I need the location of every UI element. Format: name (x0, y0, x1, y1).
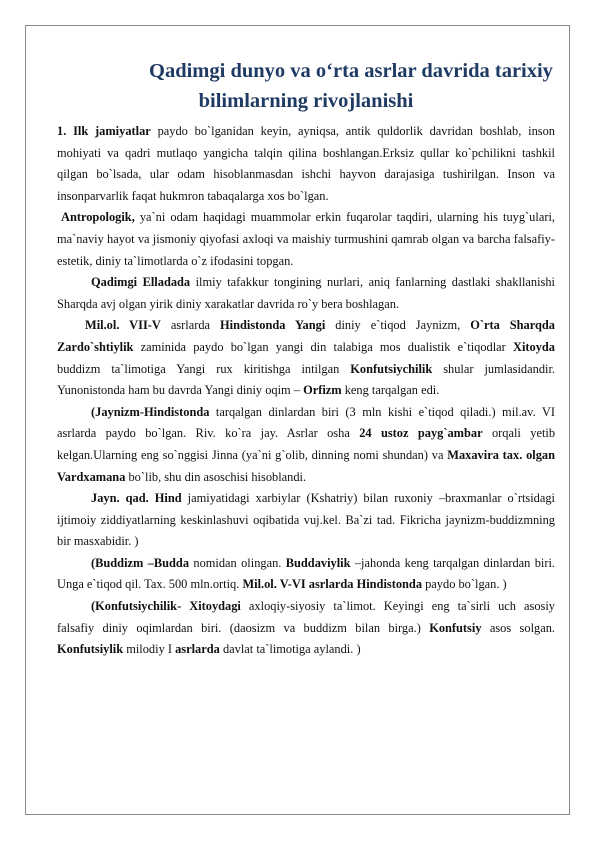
document-body (57, 56, 555, 661)
paragraph-text: keng tarqalgan edi. (341, 383, 440, 398)
paragraph-text: orqali yetib kelgan.Ularning eng so`nggisi Jinna (ya`ni g`olib, dinning nomi shundan) va (57, 426, 556, 462)
title-line-2: bilimlarning rivojlanishi (198, 90, 414, 112)
paragraph-jayn-qad-hind (57, 488, 555, 553)
paragraph-text: asrlarda (160, 318, 221, 333)
paragraph-text: ilmiy tafakkur tongining nurlari, aniq fanlarning dastlaki shakllanishi Sharqda avj olgan yirik diniy xarakatlar davrida ro`y bera boshlagan. (57, 275, 555, 311)
paragraph-text: milodiy I (123, 642, 176, 657)
paragraph-text: davlat ta`limotiga aylandi. ) (219, 642, 361, 657)
paragraph-antropologik (57, 207, 555, 272)
document-title (57, 56, 555, 116)
bold-term: (Konfutsiychilik- Xitoydagi (91, 599, 241, 614)
bold-term: Antropologik, (61, 210, 135, 225)
bold-term: Konfutsiy (429, 620, 482, 635)
paragraph-text: axloqiy-siyosiy ta`limot. Keyingi eng ta`sirli uch asosiy falsafiy diniy oqimlardan biri. (daosizm va buddizm bilan birga.) (57, 599, 555, 635)
bold-term: Buddaviylik (285, 555, 351, 570)
paragraph-text: nomidan olingan. (189, 555, 286, 570)
paragraph-text: –jahonda keng tarqalgan dinlardan biri. Unga e`tiqod qil. Tax. 500 mln.ortiq. (57, 555, 556, 592)
bold-term: Konfutsiylik (57, 642, 124, 657)
paragraph-text: buddizm ta`limotiga Yangi rux kiritishga intilgan (57, 361, 351, 376)
bold-term: Mil.ol. VII-V (85, 318, 161, 333)
bold-term: 1. Ilk jamiyatlar (57, 124, 151, 138)
paragraph-text: diniy e`tiqod Jaynizm, (325, 318, 471, 333)
paragraph-qadimgi-ellada (57, 272, 555, 315)
bold-term: O`rta Sharqda Zardo`shtiylik (57, 318, 555, 354)
bold-term: Jayn. qad. Hind (91, 491, 182, 506)
bold-term: Qadimgi Elladada (91, 275, 191, 290)
paragraph-ilk-jamiyatlar (57, 121, 555, 207)
bold-term: Maxavira tax. olgan Vardxamana (57, 447, 556, 484)
bold-term: asrlarda (175, 642, 220, 657)
paragraph-text: paydo bo`lganidan keyin, ayniqsa, antik quldorlik davridan boshlab, inson mohiyati va qadri mutlaqo yangicha talqin qilina boshlangan.Erksiz qullar ko`pchilikni tashkil qilgan bo`lsada, ular odam hisoblanmasdan ishchi hayvon darajasiga tushirilgan. Inson va insonparvarlik faqat hukmron tabaqalarga xos bo`lgan. (57, 124, 555, 203)
bold-term: Orfizm (303, 383, 342, 398)
paragraph-konfutsiychilik (57, 596, 555, 661)
bold-term: Konfutsiychilik (350, 361, 433, 376)
bold-term: (Jaynizm-Hindistonda (91, 404, 210, 419)
paragraph-text: ya`ni odam haqidagi muammolar erkin fuqarolar taqdiri, ularning his tuyg`ulari, ma`naviy hayot va jismoniy qiyofasi axloqi va maishiy turmushini qamrab olgan va barcha falsafiy-estetik, diniy ta`limotlarda o`z ifodasini topgan. (57, 210, 555, 268)
paragraph-text: paydo bo`lgan. ) (422, 577, 507, 592)
bold-term: 24 ustoz payg`ambar (359, 426, 483, 441)
paragraph-buddizm (57, 553, 555, 596)
title-line-1: Qadimgi dunyo va o‘rta asrlar davrida tarixiy (149, 60, 553, 82)
bold-term: (Buddizm –Budda (91, 555, 190, 570)
paragraph-text: zaminida paydo bo`lgan yangi din talabiga mos dualistik e`tiqodlar (133, 339, 513, 354)
paragraph-text: jamiyatidagi xarbiylar (Kshatriy) bilan ruxoniy –braxmanlar o`rtsidagi ijtimoiy ziddiyatlarning keskinlashuvi oqibatida vuj.kel. Ba`zi tad. Fikricha jaynizm-buddizmning bir masxabidir. ) (57, 491, 555, 549)
paragraph-text: shular jumlasidandir. Yunonistonda ham bu davrda Yangi diniy oqim – (57, 361, 555, 398)
paragraph-text: bo`lib, shu din asoschisi hisoblandi. (125, 469, 307, 484)
paragraph-text: tarqalgan dinlardan biri (3 mln kishi e`tiqod qiladi.) mil.av. VI asrlarda paydo bo`lgan. Riv. ko`ra jay. Asrlar osha (57, 404, 555, 441)
paragraph-jaynizm (57, 402, 555, 488)
paragraph-mil-ol (57, 315, 555, 401)
bold-term: Hindistonda Yangi (220, 318, 326, 333)
bold-term: Xitoyda (513, 339, 555, 354)
paragraph-text: asos solgan. (481, 620, 555, 635)
bold-term: Mil.ol. V-VI asrlarda Hindistonda (242, 577, 423, 592)
